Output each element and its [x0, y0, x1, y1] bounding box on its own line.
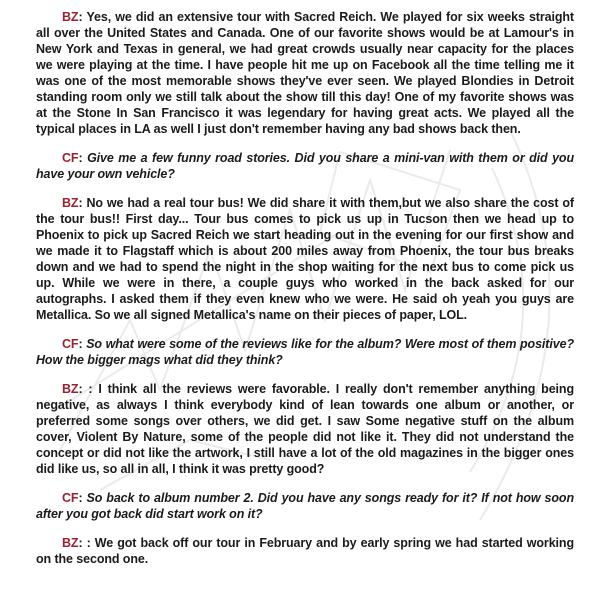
paragraph-text: Yes, we did an extensive tour with Sacred Reich. We played for six weeks straight all over the United States and Canada. One of our favorite shows would be at Lamour's in New York and Texas in general, we had great crowds usually near capacity for the places we were playing at the time. I have people hit me up on Facebook all the time telling me it was one of the most memorable shows they've ever seen. We played Blondies in Detroit standing room only we still talk about the show till this day! One of my favorite shows was at the Stone In San Francisco it was legendary for having great acts. We played all the typical places in LA as well I just don't remember having any bad shows back then.: [36, 10, 574, 136]
paragraph-text: No we had a real tour bus! We did share it with them,but we also share the cost of the tour bus!! First day... Tour bus comes to pick us up in Tucson then we head up to Phoenix to pick up Sacred Reich we start heading out in the evening for our first show and we made it to Flagstaff which is about 200 miles away from Phoenix, the tour bus breaks down and we had to spend the night in the shop waiting for the next bus to come pick us up. While we were in there, a couple guys who worked in the back asked for our autographs. I asked them if they even knew who we were. He said oh yeah you guys are Metallica. So we all signed Metallica's name on their pieces of paper, LOL.: [36, 196, 574, 322]
interview-paragraph: [36, 195, 574, 323]
interview-paragraph: [36, 490, 574, 522]
speaker-label: CF: [62, 491, 79, 505]
interview-paragraph: [36, 381, 574, 477]
speaker-separator: :: [78, 337, 87, 351]
interview-paragraph: [36, 336, 574, 368]
paragraph-text: I think all the reviews were favorable. I really don't remember anything being negative, as always I think everybody kind of lean towards one album or another, or preferred some songs over others, we did get. I saw Some negative stuff on the album cover, Violent By Nature, some of the people did not like it. They did not understand the concept or did not like the artwork, I still have a lot of the old magazines in the bigger ones did like us, so all in all, I think it was pretty good?: [36, 382, 574, 476]
speaker-separator: :: [78, 10, 87, 24]
interview-paragraph: [36, 9, 574, 137]
speaker-separator: :: [78, 151, 88, 165]
speaker-label: BZ: [62, 382, 79, 396]
speaker-separator: :: [78, 491, 87, 505]
speaker-label: BZ: [62, 536, 79, 550]
speaker-label: CF: [62, 337, 79, 351]
speaker-separator: : :: [78, 382, 99, 396]
speaker-separator: : :: [78, 536, 95, 550]
interview-paragraph: [36, 535, 574, 567]
speaker-label: BZ: [62, 10, 79, 24]
speaker-label: CF: [62, 151, 79, 165]
speaker-label: BZ: [62, 196, 79, 210]
paragraph-text: Give me a few funny road stories. Did you share a mini-van with them or did you have your own vehicle?: [36, 151, 574, 181]
interview-paragraph: [36, 150, 574, 182]
speaker-separator: :: [78, 196, 87, 210]
paragraph-text: So what were some of the reviews like for the album? Were most of them positive? How the bigger mags what did they think?: [36, 337, 574, 367]
paragraph-text: So back to album number 2. Did you have any songs ready for it? If not how soon after you got back did start work on it?: [36, 491, 574, 521]
paragraph-text: We got back off our tour in February and by early spring we had started working on the second one.: [36, 536, 574, 566]
